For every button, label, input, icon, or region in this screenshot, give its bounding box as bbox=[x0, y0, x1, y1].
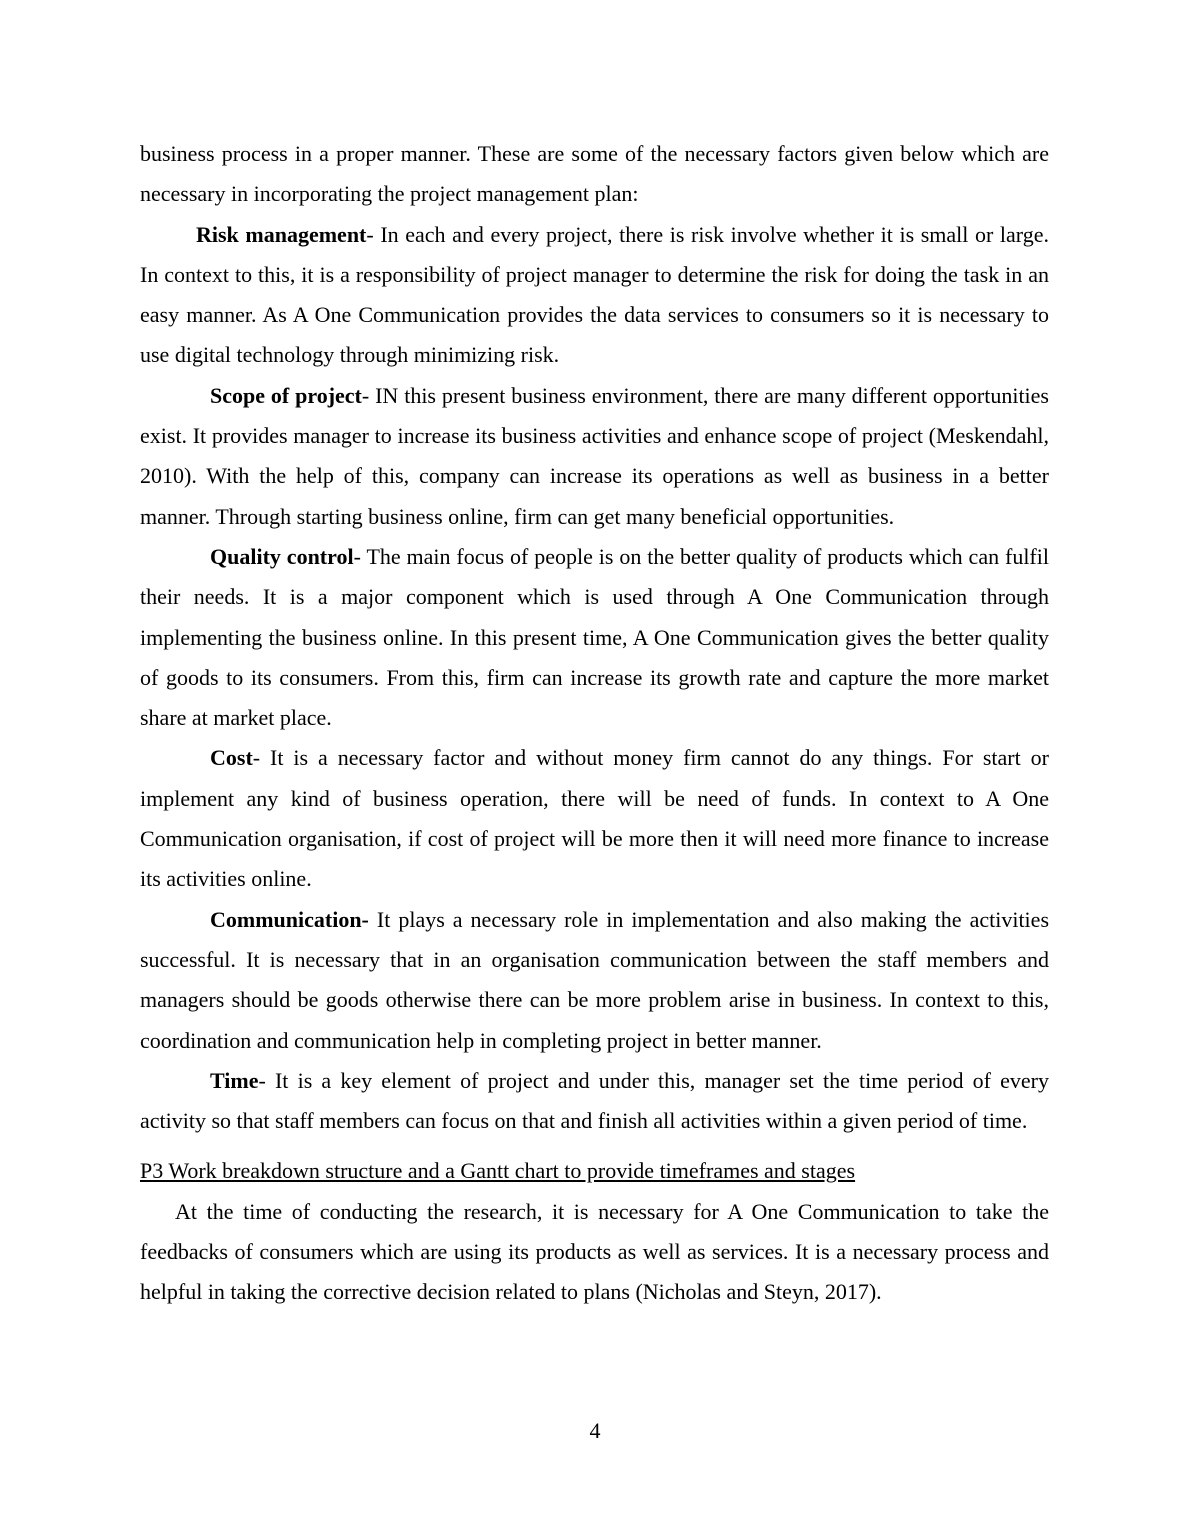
page-number: 4 bbox=[589, 1418, 601, 1443]
document-page bbox=[140, 134, 1049, 1313]
factor-text: - The main focus of people is on the better quality of products which can fulfil their needs. It is a major component which is used through A One Communication through implementing the business online. In this present time, A One Communication gives the better quality of goods to its consumers. From this, firm can increase its growth rate and capture the more market share at market place. bbox=[140, 543, 1049, 731]
factor-scope-of-project bbox=[140, 376, 1049, 537]
factor-text: - IN this present business environment, there are many different opportunities exist. It provides manager to increase its business activities and enhance scope of project (Meskendahl, 2010). With the help of this, company can increase its operations as well as business in a better manner. Through starting business online, firm can get many beneficial opportunities. bbox=[140, 382, 1049, 529]
factor-text: - It is a key element of project and under this, manager set the time period of every activity so that staff members can focus on that and finish all activities within a given period of time. bbox=[140, 1067, 1049, 1134]
factor-term: Time bbox=[210, 1067, 259, 1093]
factor-text: - In each and every project, there is risk involve whether it is small or large. In context to this, it is a responsibility of project manager to determine the risk for doing the task in an easy manner. As A One Communication provides the data services to consumers so it is necessary to use digital technology through minimizing risk. bbox=[140, 221, 1050, 368]
factor-term: Risk management bbox=[196, 221, 367, 247]
factor-communication bbox=[140, 900, 1049, 1061]
factor-time bbox=[140, 1061, 1049, 1142]
factor-term: Communication- bbox=[210, 906, 369, 932]
factor-text: - It is a necessary factor and without money firm cannot do any things. For start or implement any kind of business operation, there will be need of funds. In context to A One Communication organisation, if cost of project will be more then it will need more finance to increase its activities online. bbox=[140, 745, 1049, 892]
intro-paragraph: business process in a proper manner. These are some of the necessary factors given below which are necessary in incorporating the project management plan: bbox=[140, 141, 1049, 207]
factor-term: Quality control bbox=[210, 543, 354, 569]
section-paragraph: At the time of conducting the research, it is necessary for A One Communication to take the feedbacks of consumers which are using its products as well as services. It is a necessary process and helpful in taking the corrective decision related to plans (Nicholas and Steyn, 2017). bbox=[140, 1198, 1049, 1305]
factor-risk-management bbox=[140, 215, 1049, 376]
section-heading: P3 Work breakdown structure and a Gantt chart to provide timeframes and stages bbox=[140, 1158, 856, 1184]
factor-term: Scope of project bbox=[210, 382, 362, 408]
factor-cost bbox=[140, 738, 1049, 899]
factor-quality-control bbox=[140, 537, 1049, 738]
factor-text: It plays a necessary role in implementation and also making the activities successful. It is necessary that in an organisation communication between the staff members and managers should be goods otherwise there can be more problem arise in business. In context to this, coordination and communication help in completing project in better manner. bbox=[140, 906, 1049, 1053]
factor-term: Cost bbox=[210, 745, 253, 771]
